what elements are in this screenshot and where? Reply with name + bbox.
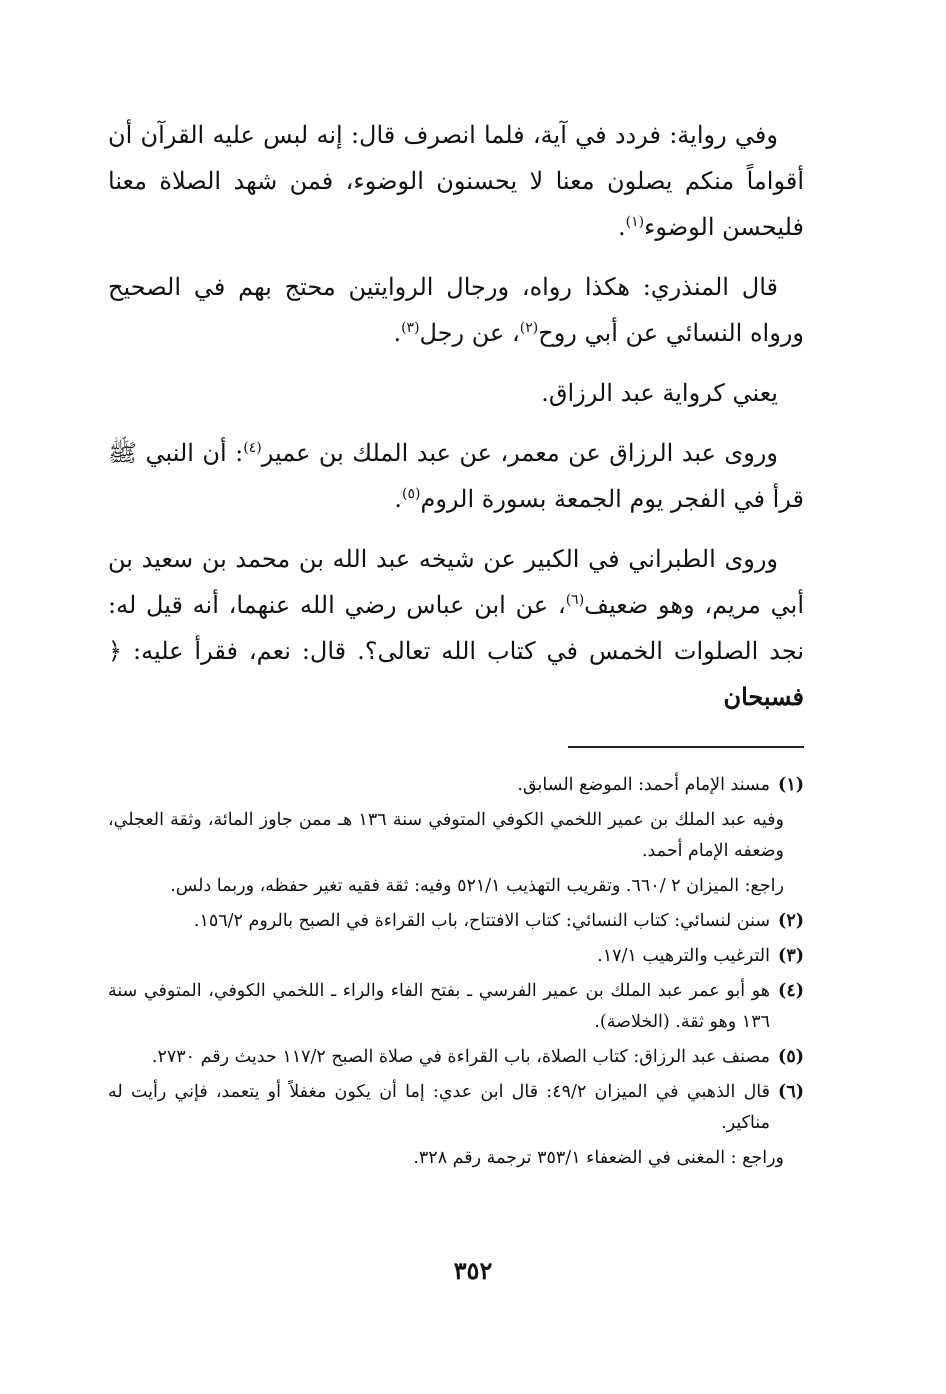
footnote-4 xyxy=(108,976,804,1038)
paragraph-4-end: . xyxy=(394,485,402,513)
footnote-2 xyxy=(108,906,804,937)
footnote-text: سنن لنسائي: كتاب النسائي: كتاب الافتتاح، باب القراءة في الصبح بالروم ١٥٦/٢. xyxy=(193,911,770,931)
page-content xyxy=(108,112,804,1178)
footnote-number: (٢) xyxy=(778,911,804,931)
footnote-6 xyxy=(108,1077,804,1139)
paragraph-4-text-b: : أن النبي ﷺ قرأ في الفجر يوم الجمعة بسورة الروم xyxy=(108,439,804,513)
paragraph-2 xyxy=(108,264,804,356)
paragraph-5-text: وروى الطبراني في الكبير عن شيخه عبد الله بن محمد بن سعيد بن أبي مريم، وهو ضعيف xyxy=(108,545,804,619)
paragraph-1-end: . xyxy=(617,213,626,241)
footnote-text: الترغيب والترهيب ١٧/١. xyxy=(597,946,770,966)
paragraph-1 xyxy=(108,112,804,250)
footnote-5 xyxy=(108,1042,804,1073)
footnote-text: قال الذهبي في الميزان ٤٩/٢: قال ابن عدي: إما أن يكون مغفلاً أو يتعمد، فإني رأيت له مناكير. xyxy=(108,1082,770,1133)
footnote-ref-6[interactable]: (٦) xyxy=(565,592,585,608)
footnote-3 xyxy=(108,941,804,972)
paragraph-4-text: وروى عبد الرزاق عن معمر، عن عبد الملك بن عمير xyxy=(261,439,778,467)
footnotes xyxy=(108,770,804,1174)
footnote-6-reference: وراجع : المغنى في الضعفاء ٣٥٣/١ ترجمة رقم ٣٢٨. xyxy=(413,1148,784,1168)
footnote-text: هو أبو عمر عبد الملك بن عمير الفرسي ـ بفتح الفاء والراء ـ اللخمي الكوفي، المتوفي سنة ١٣٦ وهو ثقة. (الخلاصة). xyxy=(108,981,770,1032)
footnote-text: مسند الإمام أحمد: الموضع السابق. xyxy=(517,775,770,795)
paragraph-2-end: . xyxy=(393,319,402,347)
footnote-number: (٥) xyxy=(778,1047,804,1067)
paragraph-1-text: وفي رواية: فردد في آية، فلما انصرف قال: إنه لبس عليه القرآن أن أقواماً منكم يصلون معنا لا يحسنون الوضوء، فمن شهد الصلاة معنا فليحسن الوضوء xyxy=(108,121,804,241)
footnote-separator xyxy=(568,746,804,748)
paragraph-2-text-b: ، عن رجل xyxy=(419,319,520,347)
footnote-ref-5[interactable]: (٥) xyxy=(401,486,421,502)
footnote-ref-4[interactable]: (٤) xyxy=(243,440,262,456)
paragraph-3: يعني كرواية عبد الرزاق. xyxy=(541,379,778,407)
paragraph-5 xyxy=(108,536,804,720)
footnote-1-reference: راجع: الميزان ٢ /٦٦٠. وتقريب التهذيب ٥٢١/١ وفيه: ثقة فقيه تغير حفظه، وربما دلس. xyxy=(170,876,784,896)
quran-quote-start: فسبحان xyxy=(723,682,804,711)
footnote-number: (٤) xyxy=(778,981,804,1001)
footnote-ref-1[interactable]: (١) xyxy=(625,214,645,230)
footnote-number: (٣) xyxy=(778,946,804,966)
footnote-text: مصنف عبد الرزاق: كتاب الصلاة، باب القراءة في صلاة الصبح ١١٧/٢ حديث رقم ٢٧٣٠. xyxy=(151,1047,770,1067)
paragraph-5-text-b: ، عن ابن عباس رضي الله عنهما، أنه قيل له: نجد الصلوات الخمس في كتاب الله تعالى؟. قال: نعم، فقرأ عليه: ﴿ xyxy=(108,591,804,665)
paragraph-4 xyxy=(108,430,804,522)
footnote-ref-2[interactable]: (٢) xyxy=(519,320,539,336)
paragraph-2-text: قال المنذري: هكذا رواه، ورجال الروايتين محتج بهم في الصحيح ورواه النسائي عن أبي روح xyxy=(108,273,804,347)
footnote-1 xyxy=(108,770,804,801)
page-number: ٣٥٢ xyxy=(453,1256,493,1285)
footnote-number: (٦) xyxy=(778,1082,804,1102)
footnote-ref-3[interactable]: (٣) xyxy=(401,320,420,336)
footnote-1-detail: وفيه عبد الملك بن عمير اللخمي الكوفي المتوفي سنة ١٣٦ هـ ممن جاوز المائة، وثقة العجلي، وضعفه الإمام أحمد. xyxy=(108,810,784,861)
footnote-number: (١) xyxy=(778,775,804,795)
